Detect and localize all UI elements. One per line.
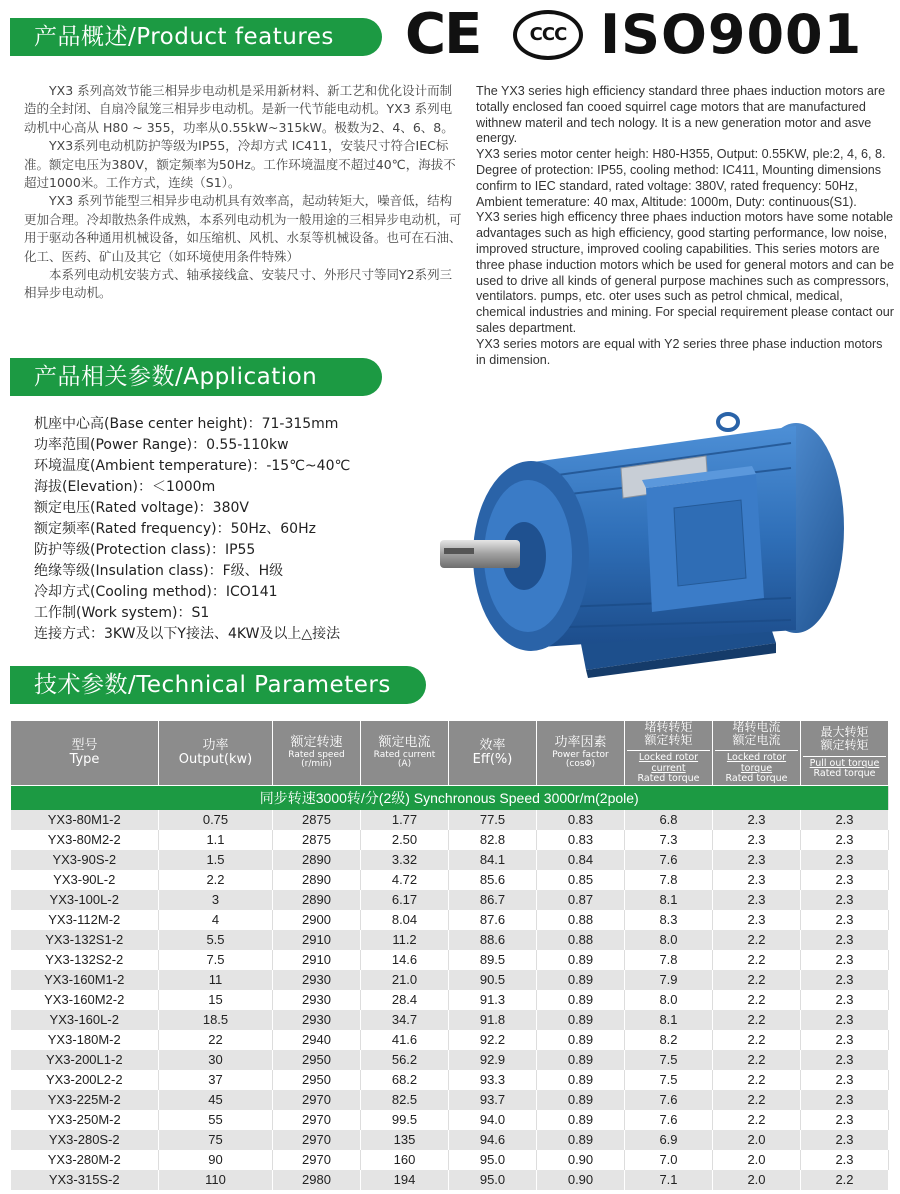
table-cell: 37 bbox=[159, 1070, 273, 1090]
table-cell: 15 bbox=[159, 990, 273, 1010]
table-row bbox=[11, 1030, 889, 1050]
col-header-locked-rotor-torque: 堵转电流 额定电流 Locked rotor torque Rated torque bbox=[713, 721, 801, 786]
table-cell: 2970 bbox=[273, 1110, 361, 1130]
table-cell: 6.17 bbox=[361, 890, 449, 910]
table-cell: 2.3 bbox=[801, 1070, 889, 1090]
table-cell: YX3-132S2-2 bbox=[11, 950, 159, 970]
table-cell: 0.89 bbox=[537, 970, 625, 990]
table-cell: 2.3 bbox=[801, 830, 889, 850]
table-cell: 2.3 bbox=[801, 1110, 889, 1130]
table-cell: 2930 bbox=[273, 970, 361, 990]
table-cell: 95.0 bbox=[449, 1150, 537, 1170]
table-row bbox=[11, 1070, 889, 1090]
table-cell: 2.3 bbox=[801, 850, 889, 870]
table-cell: 7.6 bbox=[625, 1110, 713, 1130]
table-cell: 75 bbox=[159, 1130, 273, 1150]
table-cell: 8.04 bbox=[361, 910, 449, 930]
table-cell: 2980 bbox=[273, 1170, 361, 1190]
table-cell: 93.7 bbox=[449, 1090, 537, 1110]
table-cell: 2970 bbox=[273, 1090, 361, 1110]
table-cell: 2.3 bbox=[713, 890, 801, 910]
table-cell: 91.3 bbox=[449, 990, 537, 1010]
col-header-efficiency: 效率 Eff(%) bbox=[449, 721, 537, 786]
table-cell: 194 bbox=[361, 1170, 449, 1190]
table-cell: 7.9 bbox=[625, 970, 713, 990]
table-cell: 4.72 bbox=[361, 870, 449, 890]
application-spec-list bbox=[34, 414, 464, 645]
features-cn-paragraph: YX3 系列高效节能三相异步电动机是采用新材料、新工艺和优化设计而制造的全封闭、自扇冷鼠笼三相异步电动机。是新一代节能电动机。YX3 系列电动机中心高从 H80 ~ 355，功率从0.55kW~315kW。极数为2、4、6、8。 bbox=[24, 83, 454, 135]
table-cell: 160 bbox=[361, 1150, 449, 1170]
table-cell: 2.2 bbox=[713, 970, 801, 990]
col-header-current: 额定电流 Rated current (A) bbox=[361, 721, 449, 786]
table-cell: 0.89 bbox=[537, 950, 625, 970]
col-header-pull-out-torque: 最大转矩 额定转矩 Pull out torque Rated torque bbox=[801, 721, 889, 786]
table-cell: 30 bbox=[159, 1050, 273, 1070]
col-header-type: 型号 Type bbox=[11, 721, 159, 786]
table-cell: 0.89 bbox=[537, 1070, 625, 1090]
table-cell: YX3-280S-2 bbox=[11, 1130, 159, 1150]
table-cell: 2.2 bbox=[159, 870, 273, 890]
table-cell: 2.2 bbox=[713, 930, 801, 950]
table-cell: YX3-100L-2 bbox=[11, 890, 159, 910]
table-cell: 18.5 bbox=[159, 1010, 273, 1030]
table-cell: 1.5 bbox=[159, 850, 273, 870]
table-cell: 2.3 bbox=[801, 990, 889, 1010]
table-cell: 8.0 bbox=[625, 930, 713, 950]
section-title-application: 产品相关参数/Application bbox=[10, 358, 382, 396]
table-cell: 2.2 bbox=[713, 1070, 801, 1090]
table-cell: 2890 bbox=[273, 890, 361, 910]
application-spec-item: 防护等级(Protection class)：IP55 bbox=[34, 542, 256, 558]
table-cell: 2.2 bbox=[713, 990, 801, 1010]
table-cell: 7.5 bbox=[625, 1050, 713, 1070]
table-cell: 7.8 bbox=[625, 950, 713, 970]
table-cell: 2.3 bbox=[801, 1050, 889, 1070]
table-cell: 2.2 bbox=[713, 1050, 801, 1070]
table-cell: 2.3 bbox=[801, 890, 889, 910]
application-spec-item: 工作制(Work system)：S1 bbox=[34, 605, 210, 621]
table-cell: 11.2 bbox=[361, 930, 449, 950]
table-cell: 5.5 bbox=[159, 930, 273, 950]
table-cell: 0.88 bbox=[537, 930, 625, 950]
features-cn-paragraph: 本系列电动机安装方式、轴承接线盒、安装尺寸、外形尺寸等同Y2系列三相异步电动机。 bbox=[24, 267, 453, 301]
table-cell: 82.8 bbox=[449, 830, 537, 850]
table-cell: YX3-90S-2 bbox=[11, 850, 159, 870]
table-row bbox=[11, 1170, 889, 1190]
table-cell: 2.0 bbox=[713, 1130, 801, 1150]
table-cell: YX3-250M-2 bbox=[11, 1110, 159, 1130]
table-cell: 91.8 bbox=[449, 1010, 537, 1030]
table-cell: YX3-200L2-2 bbox=[11, 1070, 159, 1090]
table-cell: 2.3 bbox=[801, 1090, 889, 1110]
table-cell: YX3-180M-2 bbox=[11, 1030, 159, 1050]
table-cell: 94.6 bbox=[449, 1130, 537, 1150]
table-cell: 0.89 bbox=[537, 1090, 625, 1110]
table-cell: 7.5 bbox=[625, 1070, 713, 1090]
table-row bbox=[11, 850, 889, 870]
technical-parameters-table bbox=[10, 720, 889, 1190]
table-cell: YX3-160M1-2 bbox=[11, 970, 159, 990]
table-cell: 2.3 bbox=[801, 1030, 889, 1050]
table-cell: 86.7 bbox=[449, 890, 537, 910]
certification-logos bbox=[405, 2, 863, 67]
table-cell: YX3-315S-2 bbox=[11, 1170, 159, 1190]
table-cell: 95.0 bbox=[449, 1170, 537, 1190]
table-cell: 2.2 bbox=[713, 950, 801, 970]
section-title-product-features: 产品概述/Product features bbox=[10, 18, 382, 56]
table-cell: 8.1 bbox=[625, 890, 713, 910]
table-cell: 11 bbox=[159, 970, 273, 990]
features-cn-paragraph: YX3 系列节能型三相异步电动机具有效率高，起动转矩大，噪音低，结构更加合理。冷却散热条件成熟，本系列电动机为一般用途的三相异步电动机，可用于驱动各种通用机械设备，如压缩机、风机、水泵等机械设备。也可在石油、化工、医药、矿山及其它（如环境使用条件特殊） bbox=[24, 193, 462, 264]
table-cell: YX3-225M-2 bbox=[11, 1090, 159, 1110]
col-header-output: 功率 Output(kw) bbox=[159, 721, 273, 786]
table-cell: 2930 bbox=[273, 990, 361, 1010]
table-cell: 34.7 bbox=[361, 1010, 449, 1030]
features-cn-paragraph: YX3系列电动机防护等级为IP55，冷却方式 IC411，安装尺寸符合IEC标准。额定电压为380V，额定频率为50Hz。工作环境温度不超过40℃，海拔不超过1000米。工作方式，连续（S1）。 bbox=[24, 138, 456, 191]
table-cell: 2950 bbox=[273, 1050, 361, 1070]
application-spec-item: 连接方式：3KW及以下Y接法、4KW及以上△接法 bbox=[34, 626, 341, 642]
table-cell: 2.2 bbox=[713, 1010, 801, 1030]
table-row bbox=[11, 890, 889, 910]
table-cell: 99.5 bbox=[361, 1110, 449, 1130]
table-cell: 7.1 bbox=[625, 1170, 713, 1190]
table-row bbox=[11, 910, 889, 930]
table-cell: 7.5 bbox=[159, 950, 273, 970]
table-cell: 92.9 bbox=[449, 1050, 537, 1070]
table-cell: 135 bbox=[361, 1130, 449, 1150]
table-cell: 89.5 bbox=[449, 950, 537, 970]
table-cell: 2.3 bbox=[801, 1130, 889, 1150]
table-cell: 8.1 bbox=[625, 1010, 713, 1030]
table-cell: 0.90 bbox=[537, 1150, 625, 1170]
table-cell: 2900 bbox=[273, 910, 361, 930]
table-cell: 0.89 bbox=[537, 1110, 625, 1130]
table-cell: 14.6 bbox=[361, 950, 449, 970]
table-cell: 2.2 bbox=[713, 1110, 801, 1130]
application-spec-item: 功率范围(Power Range)：0.55-110kw bbox=[34, 437, 289, 453]
table-cell: YX3-90L-2 bbox=[11, 870, 159, 890]
table-cell: 2.3 bbox=[713, 870, 801, 890]
iso9001-logo: ISO9001 bbox=[600, 3, 863, 66]
table-cell: 21.0 bbox=[361, 970, 449, 990]
application-spec-item: 冷却方式(Cooling method)：ICO141 bbox=[34, 584, 278, 600]
table-cell: YX3-160L-2 bbox=[11, 1010, 159, 1030]
table-cell: 94.0 bbox=[449, 1110, 537, 1130]
table-cell: 41.6 bbox=[361, 1030, 449, 1050]
table-cell: 68.2 bbox=[361, 1070, 449, 1090]
application-spec-item: 绝缘等级(Insulation class)：F级、H级 bbox=[34, 563, 284, 579]
table-row bbox=[11, 1110, 889, 1130]
synchronous-speed-row bbox=[11, 785, 889, 810]
table-cell: 88.6 bbox=[449, 930, 537, 950]
table-cell: 85.6 bbox=[449, 870, 537, 890]
ce-mark-logo: CE bbox=[405, 2, 481, 67]
table-cell: 3.32 bbox=[361, 850, 449, 870]
table-cell: 82.5 bbox=[361, 1090, 449, 1110]
table-cell: 0.89 bbox=[537, 1050, 625, 1070]
table-cell: 7.3 bbox=[625, 830, 713, 850]
table-cell: 2.3 bbox=[801, 810, 889, 830]
synchronous-speed-label: 同步转速3000转/分(2级) Synchronous Speed 3000r/m(2pole) bbox=[11, 785, 889, 810]
table-cell: YX3-112M-2 bbox=[11, 910, 159, 930]
table-cell: 0.85 bbox=[537, 870, 625, 890]
table-cell: 2910 bbox=[273, 930, 361, 950]
table-cell: 8.0 bbox=[625, 990, 713, 1010]
table-cell: 22 bbox=[159, 1030, 273, 1050]
table-row bbox=[11, 930, 889, 950]
table-row bbox=[11, 1130, 889, 1150]
table-cell: 2875 bbox=[273, 810, 361, 830]
table-cell: 0.88 bbox=[537, 910, 625, 930]
table-cell: 90 bbox=[159, 1150, 273, 1170]
table-row bbox=[11, 950, 889, 970]
ccc-mark-logo: CCC bbox=[513, 10, 583, 60]
table-cell: 2.3 bbox=[801, 910, 889, 930]
col-header-power-factor: 功率因素 Power factor (cosΦ) bbox=[537, 721, 625, 786]
table-cell: 2.2 bbox=[801, 1170, 889, 1190]
table-cell: 6.9 bbox=[625, 1130, 713, 1150]
table-cell: 2940 bbox=[273, 1030, 361, 1050]
table-cell: 2910 bbox=[273, 950, 361, 970]
application-spec-item: 环境温度(Ambient temperature)：-15℃~40℃ bbox=[34, 458, 351, 474]
table-cell: 0.89 bbox=[537, 1010, 625, 1030]
table-cell: 2.3 bbox=[713, 910, 801, 930]
table-cell: 0.84 bbox=[537, 850, 625, 870]
table-cell: 3 bbox=[159, 890, 273, 910]
table-cell: 2.2 bbox=[713, 1030, 801, 1050]
table-cell: 0.89 bbox=[537, 1030, 625, 1050]
table-cell: 2875 bbox=[273, 830, 361, 850]
table-row bbox=[11, 1090, 889, 1110]
application-spec-item: 机座中心高(Base center height)：71-315mm bbox=[34, 416, 339, 432]
table-cell: 2.50 bbox=[361, 830, 449, 850]
table-cell: 0.89 bbox=[537, 990, 625, 1010]
features-description-en: The YX3 series high efficiency standard three phaes induction motors are totally enclosed fan cooed squirrel cage motors that are manufactured withnew materil and tech nology. It is a new generation motor and asve energy. YX3 series motor center heigh: H80-H355, Output: 0.55KW, ple:2, 4, 6, 8. Degree of protection: IP55, cooling method: IC411, Mounting dimensions confirm to IEC standard, rated voltage: 380V, rated frequency: 50Hz, Ambient temerature: 40 max, Altitude: 1000m, Duty: continuous(S1). YX3 series high efficency three phaes induction motors have some notable advantages such as high efficiency, good starting performance, low noise, improved structure, improved cooling capabilities. This series motors are three phase induction motors which be used for general motors and can be used to drive all kinds of general purpose machines such as compressors, ventilators. pumps, etc. oter uses such as petrol chmical, medical, chemical industries and mining. For special requirement please contact our sales department. YX3 series motors are equal with Y2 series three phase induction motors in dimension. bbox=[476, 84, 894, 367]
table-cell: YX3-280M-2 bbox=[11, 1150, 159, 1170]
table-cell: 84.1 bbox=[449, 850, 537, 870]
table-cell: 2950 bbox=[273, 1070, 361, 1090]
features-description-cn bbox=[24, 82, 464, 303]
table-cell: 45 bbox=[159, 1090, 273, 1110]
table-cell: 2890 bbox=[273, 870, 361, 890]
table-row bbox=[11, 990, 889, 1010]
table-cell: 77.5 bbox=[449, 810, 537, 830]
table-cell: 0.90 bbox=[537, 1170, 625, 1190]
table-cell: 2.3 bbox=[713, 850, 801, 870]
table-cell: YX3-132S1-2 bbox=[11, 930, 159, 950]
col-header-locked-rotor-current: 堵转转矩 额定转矩 Locked rotor current Rated torque bbox=[625, 721, 713, 786]
table-cell: 2930 bbox=[273, 1010, 361, 1030]
table-cell: 93.3 bbox=[449, 1070, 537, 1090]
application-spec-item: 额定电压(Rated voltage)：380V bbox=[34, 500, 249, 516]
table-cell: 2970 bbox=[273, 1130, 361, 1150]
table-header-row bbox=[11, 721, 889, 786]
table-row bbox=[11, 970, 889, 990]
table-row bbox=[11, 870, 889, 890]
table-cell: 92.2 bbox=[449, 1030, 537, 1050]
application-spec-item: 额定频率(Rated frequency)：50Hz、60Hz bbox=[34, 521, 316, 537]
table-cell: 7.6 bbox=[625, 850, 713, 870]
table-cell: YX3-160M2-2 bbox=[11, 990, 159, 1010]
table-cell: 2.3 bbox=[713, 810, 801, 830]
table-row bbox=[11, 1050, 889, 1070]
table-cell: 110 bbox=[159, 1170, 273, 1190]
table-cell: 0.83 bbox=[537, 830, 625, 850]
table-cell: 0.75 bbox=[159, 810, 273, 830]
table-cell: 6.8 bbox=[625, 810, 713, 830]
table-cell: 2970 bbox=[273, 1150, 361, 1170]
table-cell: 1.77 bbox=[361, 810, 449, 830]
table-cell: 0.89 bbox=[537, 1130, 625, 1150]
table-cell: 2.3 bbox=[713, 830, 801, 850]
table-cell: YX3-200L1-2 bbox=[11, 1050, 159, 1070]
table-cell: 2.3 bbox=[801, 1150, 889, 1170]
table-cell: 1.1 bbox=[159, 830, 273, 850]
table-cell: 8.3 bbox=[625, 910, 713, 930]
application-spec-item: 海拔(Elevation)：＜1000m bbox=[34, 479, 216, 495]
table-cell: 2.0 bbox=[713, 1170, 801, 1190]
col-header-speed: 额定转速 Rated speed (r/min) bbox=[273, 721, 361, 786]
motor-product-image bbox=[436, 408, 886, 678]
table-cell: 7.8 bbox=[625, 870, 713, 890]
table-row bbox=[11, 1010, 889, 1030]
table-row bbox=[11, 830, 889, 850]
table-cell: 2.3 bbox=[801, 950, 889, 970]
table-cell: 2.2 bbox=[713, 1090, 801, 1110]
table-cell: 28.4 bbox=[361, 990, 449, 1010]
table-cell: YX3-80M2-2 bbox=[11, 830, 159, 850]
table-cell: 8.2 bbox=[625, 1030, 713, 1050]
table-cell: YX3-80M1-2 bbox=[11, 810, 159, 830]
table-cell: 2.3 bbox=[801, 1010, 889, 1030]
table-cell: 90.5 bbox=[449, 970, 537, 990]
table-cell: 2.3 bbox=[801, 970, 889, 990]
table-cell: 7.6 bbox=[625, 1090, 713, 1110]
table-cell: 2.3 bbox=[801, 930, 889, 950]
table-row bbox=[11, 1150, 889, 1170]
table-cell: 55 bbox=[159, 1110, 273, 1130]
table-cell: 0.87 bbox=[537, 890, 625, 910]
table-cell: 87.6 bbox=[449, 910, 537, 930]
table-cell: 4 bbox=[159, 910, 273, 930]
table-cell: 7.0 bbox=[625, 1150, 713, 1170]
table-cell: 2890 bbox=[273, 850, 361, 870]
table-cell: 0.83 bbox=[537, 810, 625, 830]
table-row bbox=[11, 810, 889, 830]
table-cell: 2.0 bbox=[713, 1150, 801, 1170]
table-cell: 56.2 bbox=[361, 1050, 449, 1070]
table-cell: 2.3 bbox=[801, 870, 889, 890]
section-title-technical-parameters: 技术参数/Technical Parameters bbox=[10, 666, 426, 704]
